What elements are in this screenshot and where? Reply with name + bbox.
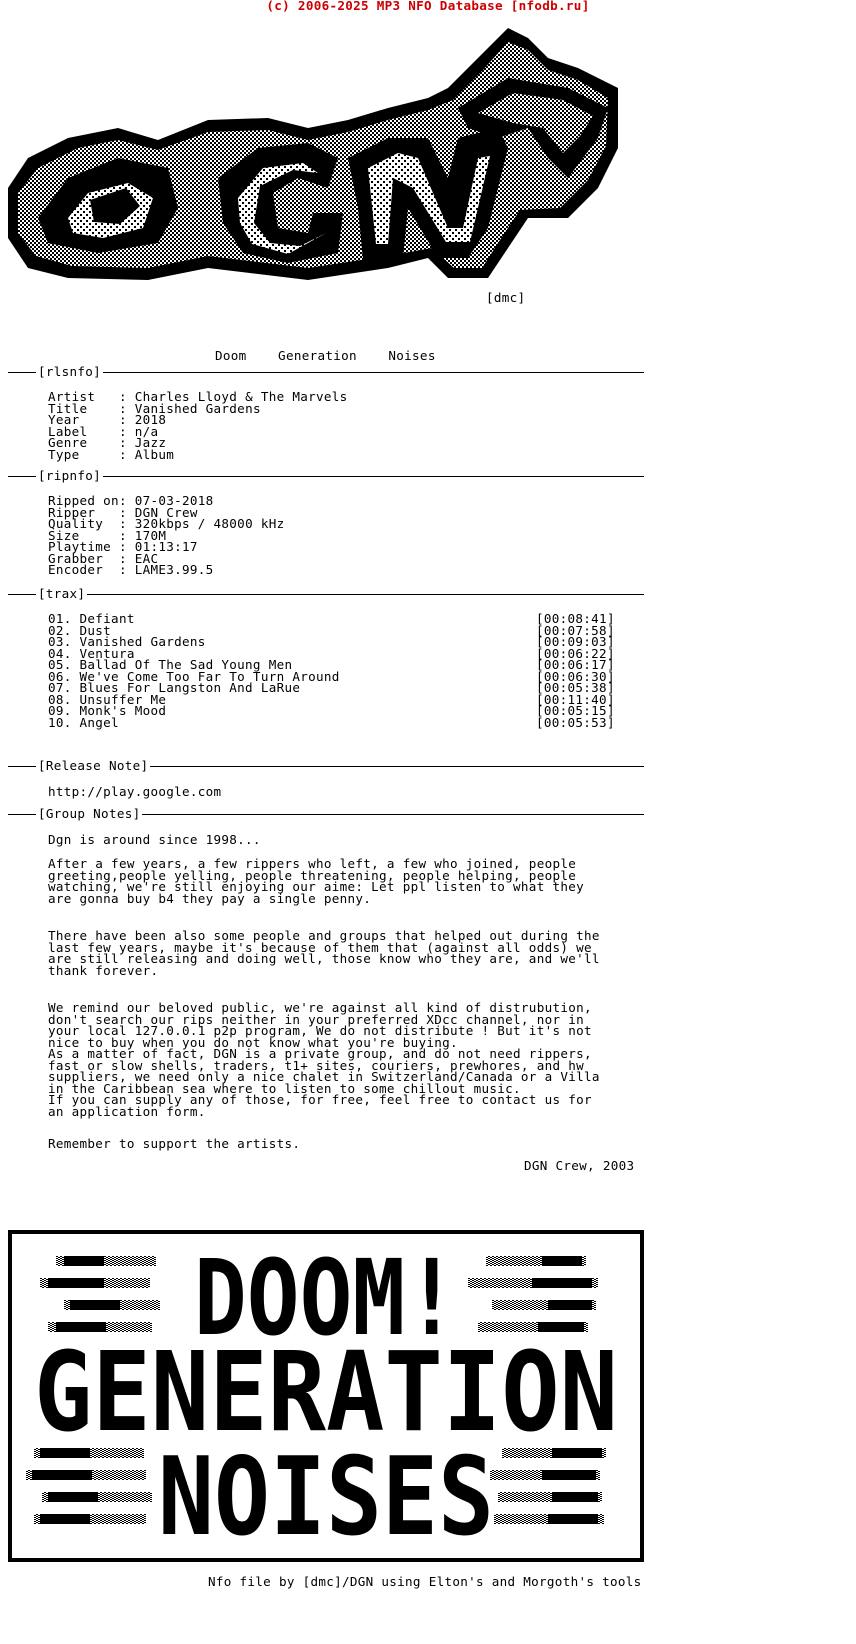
kv-key: Encoder : bbox=[48, 562, 127, 577]
kv-value: 170M bbox=[134, 527, 167, 543]
track-title: 08. Unsuffer Me bbox=[48, 691, 167, 707]
group-notes-divider bbox=[8, 808, 644, 820]
kv-value: Vanished Gardens bbox=[134, 400, 261, 416]
track-duration: [00:09:03] bbox=[536, 634, 615, 649]
kv-key: Title : bbox=[48, 400, 127, 416]
track-duration: [00:11:40] bbox=[536, 691, 615, 707]
kv-value: DGN Crew bbox=[134, 504, 198, 520]
kv-key: Genre : bbox=[48, 435, 127, 450]
track-row bbox=[48, 703, 615, 718]
track-title: 05. Ballad Of The Sad Young Men bbox=[48, 657, 293, 672]
track-title: 07. Blues For Langston And LaRue bbox=[48, 680, 301, 695]
kv-value: LAME3.99.5 bbox=[134, 562, 214, 577]
kv-key: Grabber : bbox=[48, 550, 127, 566]
logo-line-doom: DOOM! bbox=[194, 1237, 458, 1359]
dgn-logo bbox=[8, 28, 644, 284]
ripnfo-divider bbox=[8, 470, 644, 482]
track-title: 01. Defiant bbox=[48, 611, 135, 626]
kv-row bbox=[48, 446, 348, 462]
kv-key: Artist : bbox=[48, 389, 127, 404]
track-row bbox=[48, 611, 615, 626]
kv-value: Album bbox=[134, 446, 175, 462]
kv-key: Ripped on: bbox=[48, 493, 127, 508]
kv-value: Jazz bbox=[134, 435, 167, 450]
kv-value: n/a bbox=[134, 423, 159, 439]
logo-line-noises: NOISES bbox=[158, 1435, 494, 1558]
track-title: 02. Dust bbox=[48, 622, 112, 638]
group-notes-history: After a few years, a few rippers who left, a few who joined, people greeting,people yelling, people threatening, people helping, people watching, we're still enjoying our aime: Let ppl listen to what they are gonna buy b4 they pay a single penny. bbox=[48, 856, 584, 906]
track-duration: [00:08:41] bbox=[536, 611, 615, 626]
logo-artwork bbox=[12, 1234, 640, 1558]
group-notes-intro: Dgn is around since 1998... bbox=[48, 832, 261, 847]
release-note-divider bbox=[8, 760, 644, 772]
group-notes-distribution: We remind our beloved public, we're against all kind of distrubution, don't search our rips neither in your preferred XDcc channel, nor in your local 127.0.0.1 p2p program, We do not distribute ! But it's not nice to buy when you do not know what you're buying. As a matter of fact, DGN is a private group, and do not need rippers, fast or slow shells, traders, t1+ sites, couriers, prewhores, and hw suppliers, we need only a nice chalet in Switzerland/Canada or a Villa in the Caribbean sea where to listen to some chillout music. If you can supply any of those, for free, feel free to contact us for an application form. bbox=[48, 1000, 600, 1119]
track-title: 10. Angel bbox=[48, 714, 119, 730]
release-note-label: [Release Note] bbox=[38, 758, 149, 773]
release-note-link: http://play.google.com bbox=[48, 784, 222, 799]
nfodb-credit: (c) 2006-2025 MP3 NFO Database [nfodb.ru] bbox=[266, 0, 590, 13]
kv-key: Size : bbox=[48, 527, 127, 543]
crew-signature: DGN Crew, 2003 bbox=[524, 1158, 635, 1173]
ripnfo-label: [ripnfo] bbox=[38, 468, 102, 483]
track-title: 09. Monk's Mood bbox=[48, 703, 167, 718]
track-duration: [00:05:53] bbox=[536, 714, 615, 730]
kv-value: EAC bbox=[134, 550, 159, 566]
rlsnfo-divider bbox=[8, 366, 644, 378]
trax-label: [trax] bbox=[38, 586, 86, 601]
group-notes-thanks: There have been also some people and groups that helped out during the last few years, maybe it's because of them that (against all odds) we are still releasing and doing well, those know who they are, and we'll thank forever. bbox=[48, 928, 600, 978]
rlsnfo-table bbox=[48, 391, 348, 460]
nfo-tool-credit: Nfo file by [dmc]/DGN using Elton's and Morgoth's tools bbox=[208, 1574, 642, 1589]
logo-line-generation: GENERATION bbox=[34, 1328, 618, 1456]
group-title: Doom Generation Noises bbox=[215, 348, 436, 363]
track-duration: [00:07:58] bbox=[536, 622, 615, 638]
track-list bbox=[48, 611, 615, 730]
track-duration: [00:05:38] bbox=[536, 680, 615, 695]
kv-value: 01:13:17 bbox=[134, 539, 198, 554]
rlsnfo-label: [rlsnfo] bbox=[38, 364, 102, 379]
group-notes-support: Remember to support the artists. bbox=[48, 1136, 301, 1151]
track-title: 06. We've Come Too Far To Turn Around bbox=[48, 668, 340, 684]
kv-value: 320kbps / 48000 kHz bbox=[134, 516, 285, 531]
kv-key: Ripper : bbox=[48, 504, 127, 520]
track-title: 03. Vanished Gardens bbox=[48, 634, 206, 649]
kv-key: Year : bbox=[48, 412, 127, 427]
logo-author-tag: [dmc] bbox=[486, 290, 526, 305]
track-duration: [00:06:22] bbox=[536, 645, 615, 661]
kv-value: 2018 bbox=[134, 412, 167, 427]
track-title: 04. Ventura bbox=[48, 645, 135, 661]
kv-key: Type : bbox=[48, 446, 127, 462]
kv-key: Quality : bbox=[48, 516, 127, 531]
kv-row bbox=[48, 564, 284, 576]
kv-value: 07-03-2018 bbox=[134, 493, 214, 508]
kv-key: Playtime : bbox=[48, 539, 127, 554]
track-duration: [00:06:30] bbox=[536, 668, 615, 684]
kv-value: Charles Lloyd & The Marvels bbox=[134, 389, 348, 404]
group-notes-label: [Group Notes] bbox=[38, 806, 141, 821]
trax-divider bbox=[8, 588, 644, 600]
track-duration: [00:05:15] bbox=[536, 703, 615, 718]
doom-generation-noises-logo bbox=[8, 1230, 644, 1562]
ripnfo-table bbox=[48, 495, 284, 576]
track-row bbox=[48, 714, 615, 730]
track-duration: [00:06:17] bbox=[536, 657, 615, 672]
kv-key: Label : bbox=[48, 423, 127, 439]
